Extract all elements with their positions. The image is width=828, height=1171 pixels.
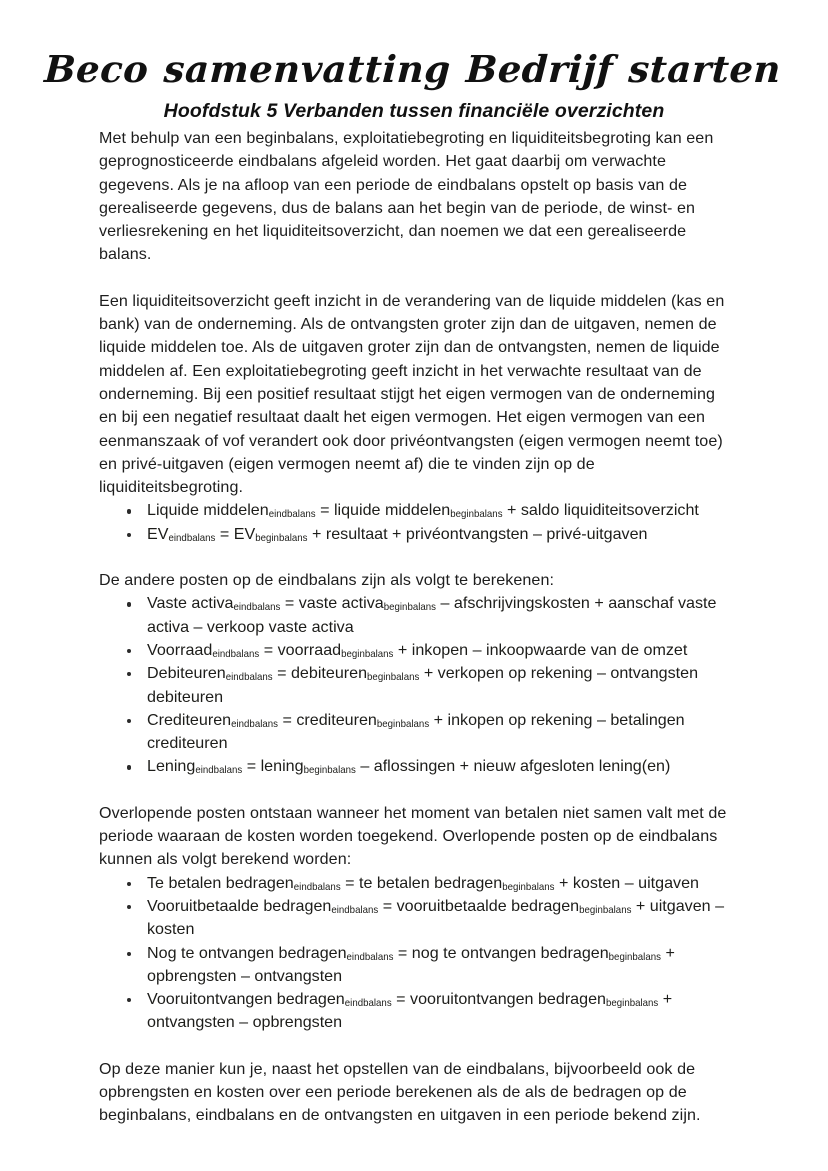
formula-rhs-subscript: beginbalans <box>255 532 308 544</box>
formula-lhs-subscript: eindbalans <box>168 532 216 544</box>
formula-lhs-subscript: eindbalans <box>268 509 316 521</box>
formula-lhs-term: Debiteuren <box>147 664 226 683</box>
formula-lhs-term: Te betalen bedragen <box>147 873 294 892</box>
spacer <box>99 267 727 290</box>
formula-rhs-subscript: beginbalans <box>303 765 356 777</box>
formula-rhs-subscript: beginbalans <box>579 905 632 917</box>
formula-rhs-subscript: beginbalans <box>341 649 394 661</box>
formula-item: Crediteuren$_{eindbalans}$ = crediteuren$_{beginbalans}$ + inkopen op rekening – betalingen crediteuren <box>99 709 727 756</box>
formula-lhs-subscript: eindbalans <box>293 881 341 893</box>
formula-rhs-subscript: beginbalans <box>367 672 420 684</box>
spacer <box>99 546 727 569</box>
paragraph-andere-posten-intro: De andere posten op de eindbalans zijn als volgt te berekenen: <box>99 571 555 590</box>
formula-item: Nog te ontvangen bedragen$_{eindbalans}$ = nog te ontvangen bedragen$_{beginbalans}$ + opbrengsten – ontvangsten <box>99 942 727 989</box>
formula-lhs-term: Vooruitbetaalde bedragen <box>147 896 332 915</box>
formula-lhs-term: Lening <box>147 757 196 776</box>
formula-item: Voorraad$_{eindbalans}$ = voorraad$_{beginbalans}$ + inkopen – inkoopwaarde van de omzet <box>99 639 727 662</box>
formula-lhs-subscript: eindbalans <box>346 951 394 963</box>
formula-lhs-subscript: eindbalans <box>344 998 392 1010</box>
formula-list-balans-basis <box>99 499 727 546</box>
formula-lhs-term: Liquide middelen <box>147 501 269 520</box>
formula-lhs-subscript: eindbalans <box>233 602 281 614</box>
spacer <box>99 779 727 802</box>
formula-rhs-term: EV <box>233 524 256 543</box>
formula-rhs-term: crediteuren <box>296 710 377 729</box>
formula-rhs-term: vaste activa <box>298 594 384 613</box>
formula-rhs-term: debiteuren <box>290 664 368 683</box>
paragraph-slot: Op deze manier kun je, naast het opstellen van de eindbalans, bijvoorbeeld ook de opbrengsten en kosten over een periode berekenen als de als de bedragen op de beginbalans, eindbalans en de ontvangsten en uitgaven in een periode bekend zijn. <box>99 1059 701 1125</box>
formula-lhs-subscript: eindbalans <box>212 649 260 661</box>
formula-rhs-subscript: beginbalans <box>383 602 437 614</box>
formula-list-andere-posten <box>99 592 727 778</box>
formula-rhs-subscript: beginbalans <box>450 509 503 521</box>
formula-rhs-term: vooruitontvangen bedragen <box>410 990 606 1009</box>
formula-item: Vooruitontvangen bedragen$_{eindbalans}$ = vooruitontvangen bedragen$_{beginbalans}$ + ontvangsten – opbrengsten <box>99 988 727 1035</box>
formula-lhs-subscript: eindbalans <box>195 765 243 777</box>
formula-lhs-term: Nog te ontvangen bedragen <box>147 943 347 962</box>
formula-item: Lening$_{eindbalans}$ = lening$_{beginbalans}$ – aflossingen + nieuw afgesloten lening(en) <box>99 755 727 778</box>
formula-rhs-term: voorraad <box>277 640 342 659</box>
formula-rhs-subscript: beginbalans <box>376 718 430 730</box>
paragraph-overlopende-posten-intro: Overlopende posten ontstaan wanneer het moment van betalen niet samen valt met de periode waaraan de kosten worden toegekend. Overlopende posten op de eindbalans kunnen als volgt berekend worden: <box>99 803 727 869</box>
document-body <box>99 127 727 1128</box>
formula-lhs-term: EV <box>147 524 169 543</box>
page-title: Beco samenvatting Bedrijf starten <box>43 47 783 91</box>
formula-lhs-term: Voorraad <box>147 640 213 659</box>
page-subtitle: Hoofdstuk 5 Verbanden tussen financiële overzichten <box>163 99 665 122</box>
formula-item: Debiteuren$_{eindbalans}$ = debiteuren$_{beginbalans}$ + verkopen op rekening – ontvangsten debiteuren <box>99 662 727 709</box>
formula-item: Te betalen bedragen$_{eindbalans}$ = te betalen bedragen$_{beginbalans}$ + kosten – uitgaven <box>99 872 727 895</box>
formula-lhs-term: Vooruitontvangen bedragen <box>147 990 345 1009</box>
formula-item: Vooruitbetaalde bedragen$_{eindbalans}$ = vooruitbetaalde bedragen$_{beginbalans}$ + uitgaven – kosten <box>99 895 727 942</box>
formula-lhs-subscript: eindbalans <box>331 905 379 917</box>
paragraph-liquiditeitsoverzicht: Een liquiditeitsoverzicht geeft inzicht in de verandering van de liquide middelen (kas en bank) van de onderneming. Als de ontvangsten groter zijn dan de uitgaven, nemen de liquide middelen toe. Als de uitgaven groter zijn dan de ontvangsten, nemen de liquide middelen af. Een exploitatiebegroting geeft inzicht in het verwachte resultaat van de onderneming. Bij een positief resultaat stijgt het eigen vermogen van de onderneming en bij een negatief resultaat daalt het eigen vermogen. Het eigen vermogen van een eenmanszaak of vof verandert ook door privéontvangsten (eigen vermogen neemt toe) en privé-uitgaven (eigen vermogen neemt af) die te vinden zijn op de liquiditeitsbegroting. <box>99 291 725 497</box>
formula-lhs-term: Crediteuren <box>147 710 232 729</box>
formula-rhs-subscript: beginbalans <box>502 881 555 893</box>
formula-item: Vaste activa$_{eindbalans}$ = vaste activa$_{beginbalans}$ – afschrijvingskosten + aanschaf vaste activa – verkoop vaste activa <box>99 592 727 639</box>
formula-rhs-term: lening <box>260 757 304 776</box>
formula-rhs-subscript: beginbalans <box>608 951 661 963</box>
spacer <box>99 1035 727 1058</box>
paragraph-intro: Met behulp van een beginbalans, exploitatiebegroting en liquiditeitsbegroting kan een geprognosticeerde eindbalans afgeleid worden. Het gaat daarbij om verwachte gegevens. Als je na afloop van een periode de eindbalans opstelt op basis van de gerealiseerde gegevens, dus de balans aan het begin van de periode, de winst- en verliesrekening en het liquiditeitsoverzicht, dan noemen we dat een gerealiseerde balans. <box>99 129 714 264</box>
formula-rhs-term: nog te ontvangen bedragen <box>411 943 609 962</box>
formula-lhs-subscript: eindbalans <box>231 718 278 730</box>
formula-rhs-term: vooruitbetaalde bedragen <box>396 896 580 915</box>
formula-rhs-subscript: beginbalans <box>605 998 659 1010</box>
formula-rhs-term: te betalen bedragen <box>359 873 503 892</box>
formula-item: $EV_{eindbalans} = EV_{beginbalans}$ + resultaat + privéontvangsten – privé-uitgaven <box>99 523 727 546</box>
formula-list-overlopende-posten <box>99 872 727 1035</box>
formula-lhs-subscript: eindbalans <box>225 672 273 684</box>
formula-lhs-term: Vaste activa <box>147 594 234 613</box>
formula-item: Liquide middelen$_{eindbalans}$ = liquide middelen$_{beginbalans}$ + saldo liquiditeitsoverzicht <box>99 499 727 522</box>
formula-rhs-term: liquide middelen <box>333 501 451 520</box>
